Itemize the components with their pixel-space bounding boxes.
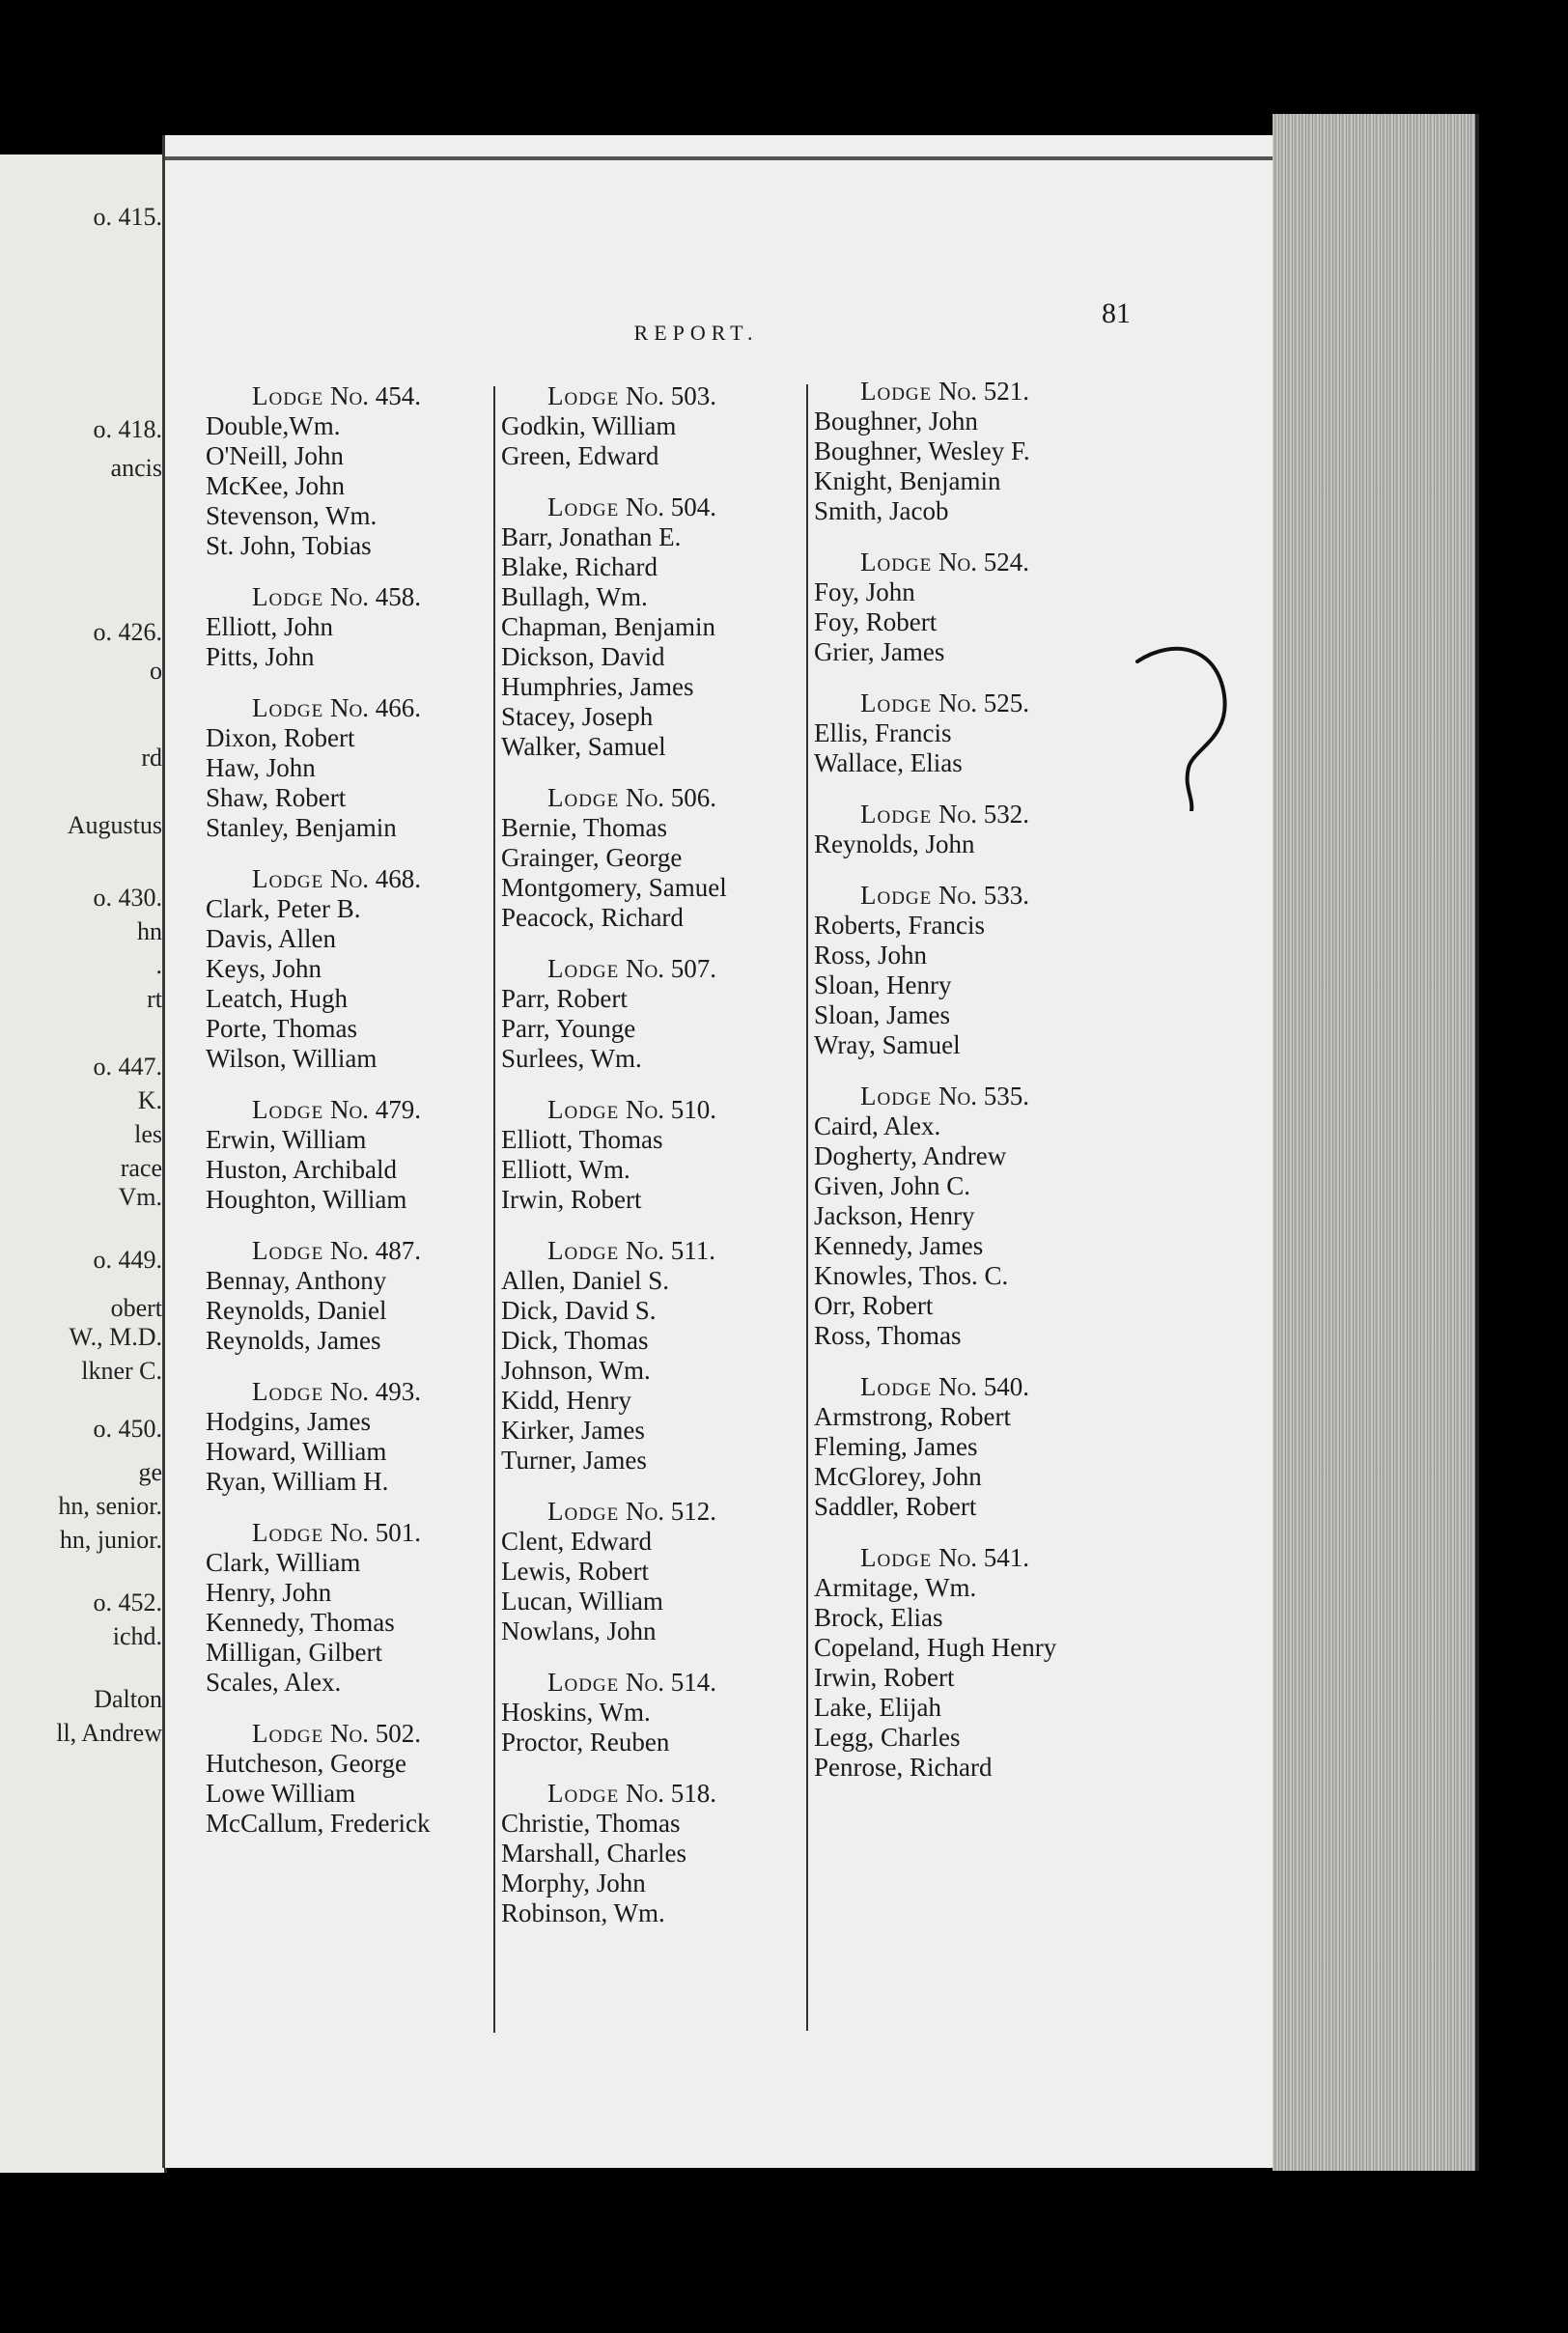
previous-page-text: rd <box>141 744 162 772</box>
previous-page-text: K. <box>137 1086 162 1114</box>
member-name: Lucan, William <box>501 1587 663 1616</box>
member-name: Humphries, James <box>501 672 694 701</box>
lodge-number: No. 511. <box>626 1236 715 1265</box>
member-name: Kennedy, James <box>814 1231 984 1260</box>
member-name: Keys, John <box>206 954 322 983</box>
member-name: Godkin, William <box>501 411 677 440</box>
previous-page-text: ge <box>138 1458 162 1486</box>
member-name: Stanley, Benjamin <box>206 813 397 842</box>
lodge-number: No. 501. <box>330 1518 421 1547</box>
member-name: Armstrong, Robert <box>814 1402 1011 1431</box>
lodge-number: No. 525. <box>938 689 1029 717</box>
member-name: Knowles, Thos. C. <box>814 1261 1009 1290</box>
previous-page-text: Dalton <box>94 1685 162 1713</box>
member-name: McGlorey, John <box>814 1462 982 1491</box>
previous-page-fragment <box>0 155 167 2173</box>
lodge-number: No. 512. <box>626 1497 716 1526</box>
lodge-number: No. 506. <box>626 783 716 812</box>
member-name: Caird, Alex. <box>814 1111 941 1140</box>
member-name: Montgomery, Samuel <box>501 873 727 902</box>
member-name: Smith, Jacob <box>814 496 949 525</box>
member-name: Erwin, William <box>206 1125 367 1154</box>
member-name: Kirker, James <box>501 1416 645 1445</box>
lodge-heading <box>860 1372 1219 1402</box>
member-name: Ryan, William H. <box>206 1467 389 1496</box>
member-name: Lake, Elijah <box>814 1693 941 1722</box>
previous-page-text: hn <box>137 917 162 945</box>
member-name: Stevenson, Wm. <box>206 501 378 530</box>
member-name: Reynolds, Daniel <box>206 1296 387 1325</box>
lodge-number: No. 541. <box>938 1543 1029 1572</box>
lodge-label: Lodge <box>252 1377 324 1406</box>
member-name: Armitage, Wm. <box>814 1573 977 1602</box>
handwritten-bracket-mark <box>1135 642 1242 811</box>
lodge-label: Lodge <box>860 1082 933 1110</box>
lodge-label: Lodge <box>547 1236 620 1265</box>
member-name: Roberts, Francis <box>814 911 985 940</box>
member-name: Christie, Thomas <box>501 1809 681 1838</box>
member-name: St. John, Tobias <box>206 531 372 560</box>
member-name: Green, Edward <box>501 441 659 470</box>
member-name: Peacock, Richard <box>501 903 684 932</box>
lodge-label: Lodge <box>547 1497 620 1526</box>
lodge-heading <box>860 881 1219 911</box>
member-name: Irwin, Robert <box>501 1185 642 1214</box>
member-name: Turner, James <box>501 1446 647 1475</box>
member-name: Sloan, Henry <box>814 970 952 999</box>
member-name: Legg, Charles <box>814 1723 961 1752</box>
previous-page-text: o <box>150 657 162 685</box>
lodge-label: Lodge <box>860 689 933 717</box>
member-name: Stacey, Joseph <box>501 702 654 731</box>
member-name: Wallace, Elias <box>814 748 963 777</box>
lodge-block <box>814 377 1219 526</box>
lodge-label: Lodge <box>860 377 933 406</box>
lodge-label: Lodge <box>252 1095 324 1124</box>
member-name: Kidd, Henry <box>501 1386 631 1415</box>
member-name: Howard, William <box>206 1437 387 1466</box>
lodge-label: Lodge <box>860 1372 933 1401</box>
lodge-number: No. 540. <box>938 1372 1029 1401</box>
lodge-number: No. 493. <box>330 1377 421 1406</box>
previous-page-text: les <box>134 1120 162 1148</box>
member-name: Ross, Thomas <box>814 1321 962 1350</box>
member-name: Clark, William <box>206 1548 361 1577</box>
lodge-block <box>814 1543 1219 1783</box>
member-name: Wray, Samuel <box>814 1030 961 1059</box>
lodge-label: Lodge <box>860 548 933 576</box>
lodge-heading <box>860 1082 1219 1111</box>
member-name: Dixon, Robert <box>206 723 355 752</box>
member-name: Nowlans, John <box>501 1616 657 1645</box>
member-name: Ellis, Francis <box>814 718 952 747</box>
member-name: Davis, Allen <box>206 924 336 953</box>
previous-page-text: hn, junior. <box>59 1526 162 1554</box>
member-name: Huston, Archibald <box>206 1155 397 1184</box>
member-name: Leatch, Hugh <box>206 984 348 1013</box>
member-name: Bennay, Anthony <box>206 1266 387 1295</box>
member-name: Wilson, William <box>206 1044 378 1073</box>
lodge-label: Lodge <box>860 800 933 829</box>
lodge-label: Lodge <box>860 1543 933 1572</box>
member-name: Haw, John <box>206 753 316 782</box>
member-name: Irwin, Robert <box>814 1663 955 1692</box>
previous-page-text: o. 426. <box>93 618 162 646</box>
member-name: Grier, James <box>814 637 945 666</box>
lodge-label: Lodge <box>860 881 933 910</box>
previous-page-text: lkner C. <box>81 1357 162 1385</box>
lodge-number: No. 458. <box>330 582 421 611</box>
member-name: Fleming, James <box>814 1432 978 1461</box>
lodge-block <box>814 1372 1219 1522</box>
member-name: Marshall, Charles <box>501 1839 686 1868</box>
member-name: Robinson, Wm. <box>501 1898 665 1927</box>
member-name: Clark, Peter B. <box>206 894 361 923</box>
lodge-number: No. 535. <box>938 1082 1029 1110</box>
member-name: Proctor, Reuben <box>501 1728 670 1757</box>
member-name: Bullagh, Wm. <box>501 582 648 611</box>
member-name: Porte, Thomas <box>206 1014 357 1043</box>
previous-page-text: . <box>155 951 162 979</box>
page-top-rule <box>165 156 1275 160</box>
member-name: Dogherty, Andrew <box>814 1141 1007 1170</box>
member-name: Boughner, John <box>814 407 978 436</box>
lodge-number: No. 533. <box>938 881 1029 910</box>
member-name: Pitts, John <box>206 642 315 671</box>
lodge-block <box>814 1082 1219 1351</box>
member-name: Hoskins, Wm. <box>501 1698 651 1727</box>
member-name: Dick, Thomas <box>501 1326 649 1355</box>
previous-page-text: Vm. <box>118 1183 162 1211</box>
member-name: Grainger, George <box>501 843 683 872</box>
member-name: Clent, Edward <box>501 1527 652 1556</box>
member-name: Lowe William <box>206 1779 356 1808</box>
lodge-number: No. 479. <box>330 1095 421 1124</box>
previous-page-text: Augustus <box>67 811 162 839</box>
lodge-number: No. 524. <box>938 548 1029 576</box>
lodge-label: Lodge <box>547 783 620 812</box>
member-name: Hutcheson, George <box>206 1749 406 1778</box>
member-name: Given, John C. <box>814 1171 970 1200</box>
member-name: McKee, John <box>206 471 345 500</box>
member-name: Scales, Alex. <box>206 1668 342 1697</box>
member-name: Hodgins, James <box>206 1407 371 1436</box>
running-title: REPORT. <box>633 321 759 345</box>
previous-page-text: ancis <box>110 454 162 482</box>
previous-page-text: race <box>120 1154 162 1182</box>
member-name: Copeland, Hugh Henry <box>814 1633 1057 1662</box>
lodge-label: Lodge <box>252 582 324 611</box>
member-name: Kennedy, Thomas <box>206 1608 395 1637</box>
lodge-heading <box>860 1543 1219 1573</box>
previous-page-text: o. 450. <box>93 1415 162 1443</box>
lodge-label: Lodge <box>547 1779 620 1808</box>
member-name: Henry, John <box>206 1578 332 1607</box>
member-name: Parr, Robert <box>501 984 628 1013</box>
report-page <box>162 135 1275 2168</box>
lodge-label: Lodge <box>547 1668 620 1697</box>
member-name: Sloan, James <box>814 1000 950 1029</box>
lodge-label: Lodge <box>252 864 324 893</box>
member-name: Saddler, Robert <box>814 1492 977 1521</box>
lodge-label: Lodge <box>547 492 620 521</box>
lodge-number: No. 487. <box>330 1236 421 1265</box>
member-name: Jackson, Henry <box>814 1201 975 1230</box>
lodge-block <box>814 881 1219 1060</box>
lodge-heading <box>860 548 1219 577</box>
member-name: Dickson, David <box>501 642 665 671</box>
member-name: Foy, John <box>814 577 915 606</box>
lodge-label: Lodge <box>547 1095 620 1124</box>
member-name: Elliott, John <box>206 612 334 641</box>
lodge-label: Lodge <box>547 954 620 983</box>
member-name: Elliott, Thomas <box>501 1125 663 1154</box>
lodge-number: No. 468. <box>330 864 421 893</box>
member-name: Foy, Robert <box>814 607 938 636</box>
previous-page-text: obert <box>110 1294 162 1322</box>
lodge-label: Lodge <box>252 1518 324 1547</box>
member-name: Elliott, Wm. <box>501 1155 630 1184</box>
previous-page-text: rt <box>147 985 162 1013</box>
previous-page-text: o. 415. <box>93 203 162 231</box>
previous-page-text: W., M.D. <box>69 1323 162 1351</box>
member-name: Morphy, John <box>501 1869 646 1897</box>
lodge-label: Lodge <box>252 1236 324 1265</box>
member-name: Boughner, Wesley F. <box>814 436 1030 465</box>
lodge-column-3 <box>814 377 1219 1804</box>
member-name: Brock, Elias <box>814 1603 943 1632</box>
member-name: Johnson, Wm. <box>501 1356 651 1385</box>
page-number: 81 <box>1102 297 1131 329</box>
previous-page-text: hn, senior. <box>58 1492 162 1520</box>
member-name: Reynolds, John <box>814 829 975 858</box>
member-name: Barr, Jonathan E. <box>501 522 682 551</box>
member-name: Houghton, William <box>206 1185 407 1214</box>
member-name: Lewis, Robert <box>501 1557 649 1586</box>
member-name: Orr, Robert <box>814 1291 934 1320</box>
lodge-number: No. 454. <box>330 381 421 410</box>
lodge-number: No. 466. <box>330 693 421 722</box>
lodge-number: No. 504. <box>626 492 716 521</box>
lodge-number: No. 521. <box>938 377 1029 406</box>
member-name: Reynolds, James <box>206 1326 381 1355</box>
previous-page-text: ll, Andrew <box>56 1719 162 1747</box>
member-name: Dick, David S. <box>501 1296 657 1325</box>
member-name: Shaw, Robert <box>206 783 347 812</box>
lodge-label: Lodge <box>547 381 620 410</box>
previous-page-text: o. 447. <box>93 1053 162 1081</box>
member-name: Knight, Benjamin <box>814 466 1001 495</box>
lodge-number: No. 532. <box>938 800 1029 829</box>
lodge-label: Lodge <box>252 381 324 410</box>
member-name: Milligan, Gilbert <box>206 1638 382 1667</box>
member-name: Ross, John <box>814 941 928 970</box>
page-edges <box>1273 114 1479 2171</box>
previous-page-text: ichd. <box>112 1622 162 1650</box>
lodge-label: Lodge <box>252 1719 324 1748</box>
lodge-label: Lodge <box>252 693 324 722</box>
member-name: Penrose, Richard <box>814 1753 993 1782</box>
member-name: O'Neill, John <box>206 441 344 470</box>
member-name: Chapman, Benjamin <box>501 612 715 641</box>
member-name: Bernie, Thomas <box>501 813 667 842</box>
lodge-number: No. 502. <box>330 1719 421 1748</box>
previous-page-text: o. 452. <box>93 1588 162 1616</box>
lodge-number: No. 518. <box>626 1779 716 1808</box>
member-name: Allen, Daniel S. <box>501 1266 669 1295</box>
member-name: Double,Wm. <box>206 411 341 440</box>
member-name: Parr, Younge <box>501 1014 636 1043</box>
member-name: Walker, Samuel <box>501 732 666 761</box>
previous-page-text: o. 418. <box>93 415 162 443</box>
lodge-number: No. 510. <box>626 1095 716 1124</box>
previous-page-text: o. 430. <box>93 884 162 912</box>
lodge-number: No. 507. <box>626 954 716 983</box>
lodge-number: No. 514. <box>626 1668 716 1697</box>
lodge-number: No. 503. <box>626 381 716 410</box>
member-name: Surlees, Wm. <box>501 1044 642 1073</box>
previous-page-text: o. 449. <box>93 1246 162 1274</box>
member-name: McCallum, Frederick <box>206 1809 431 1838</box>
member-name: Blake, Richard <box>501 552 658 581</box>
lodge-heading <box>860 377 1219 407</box>
